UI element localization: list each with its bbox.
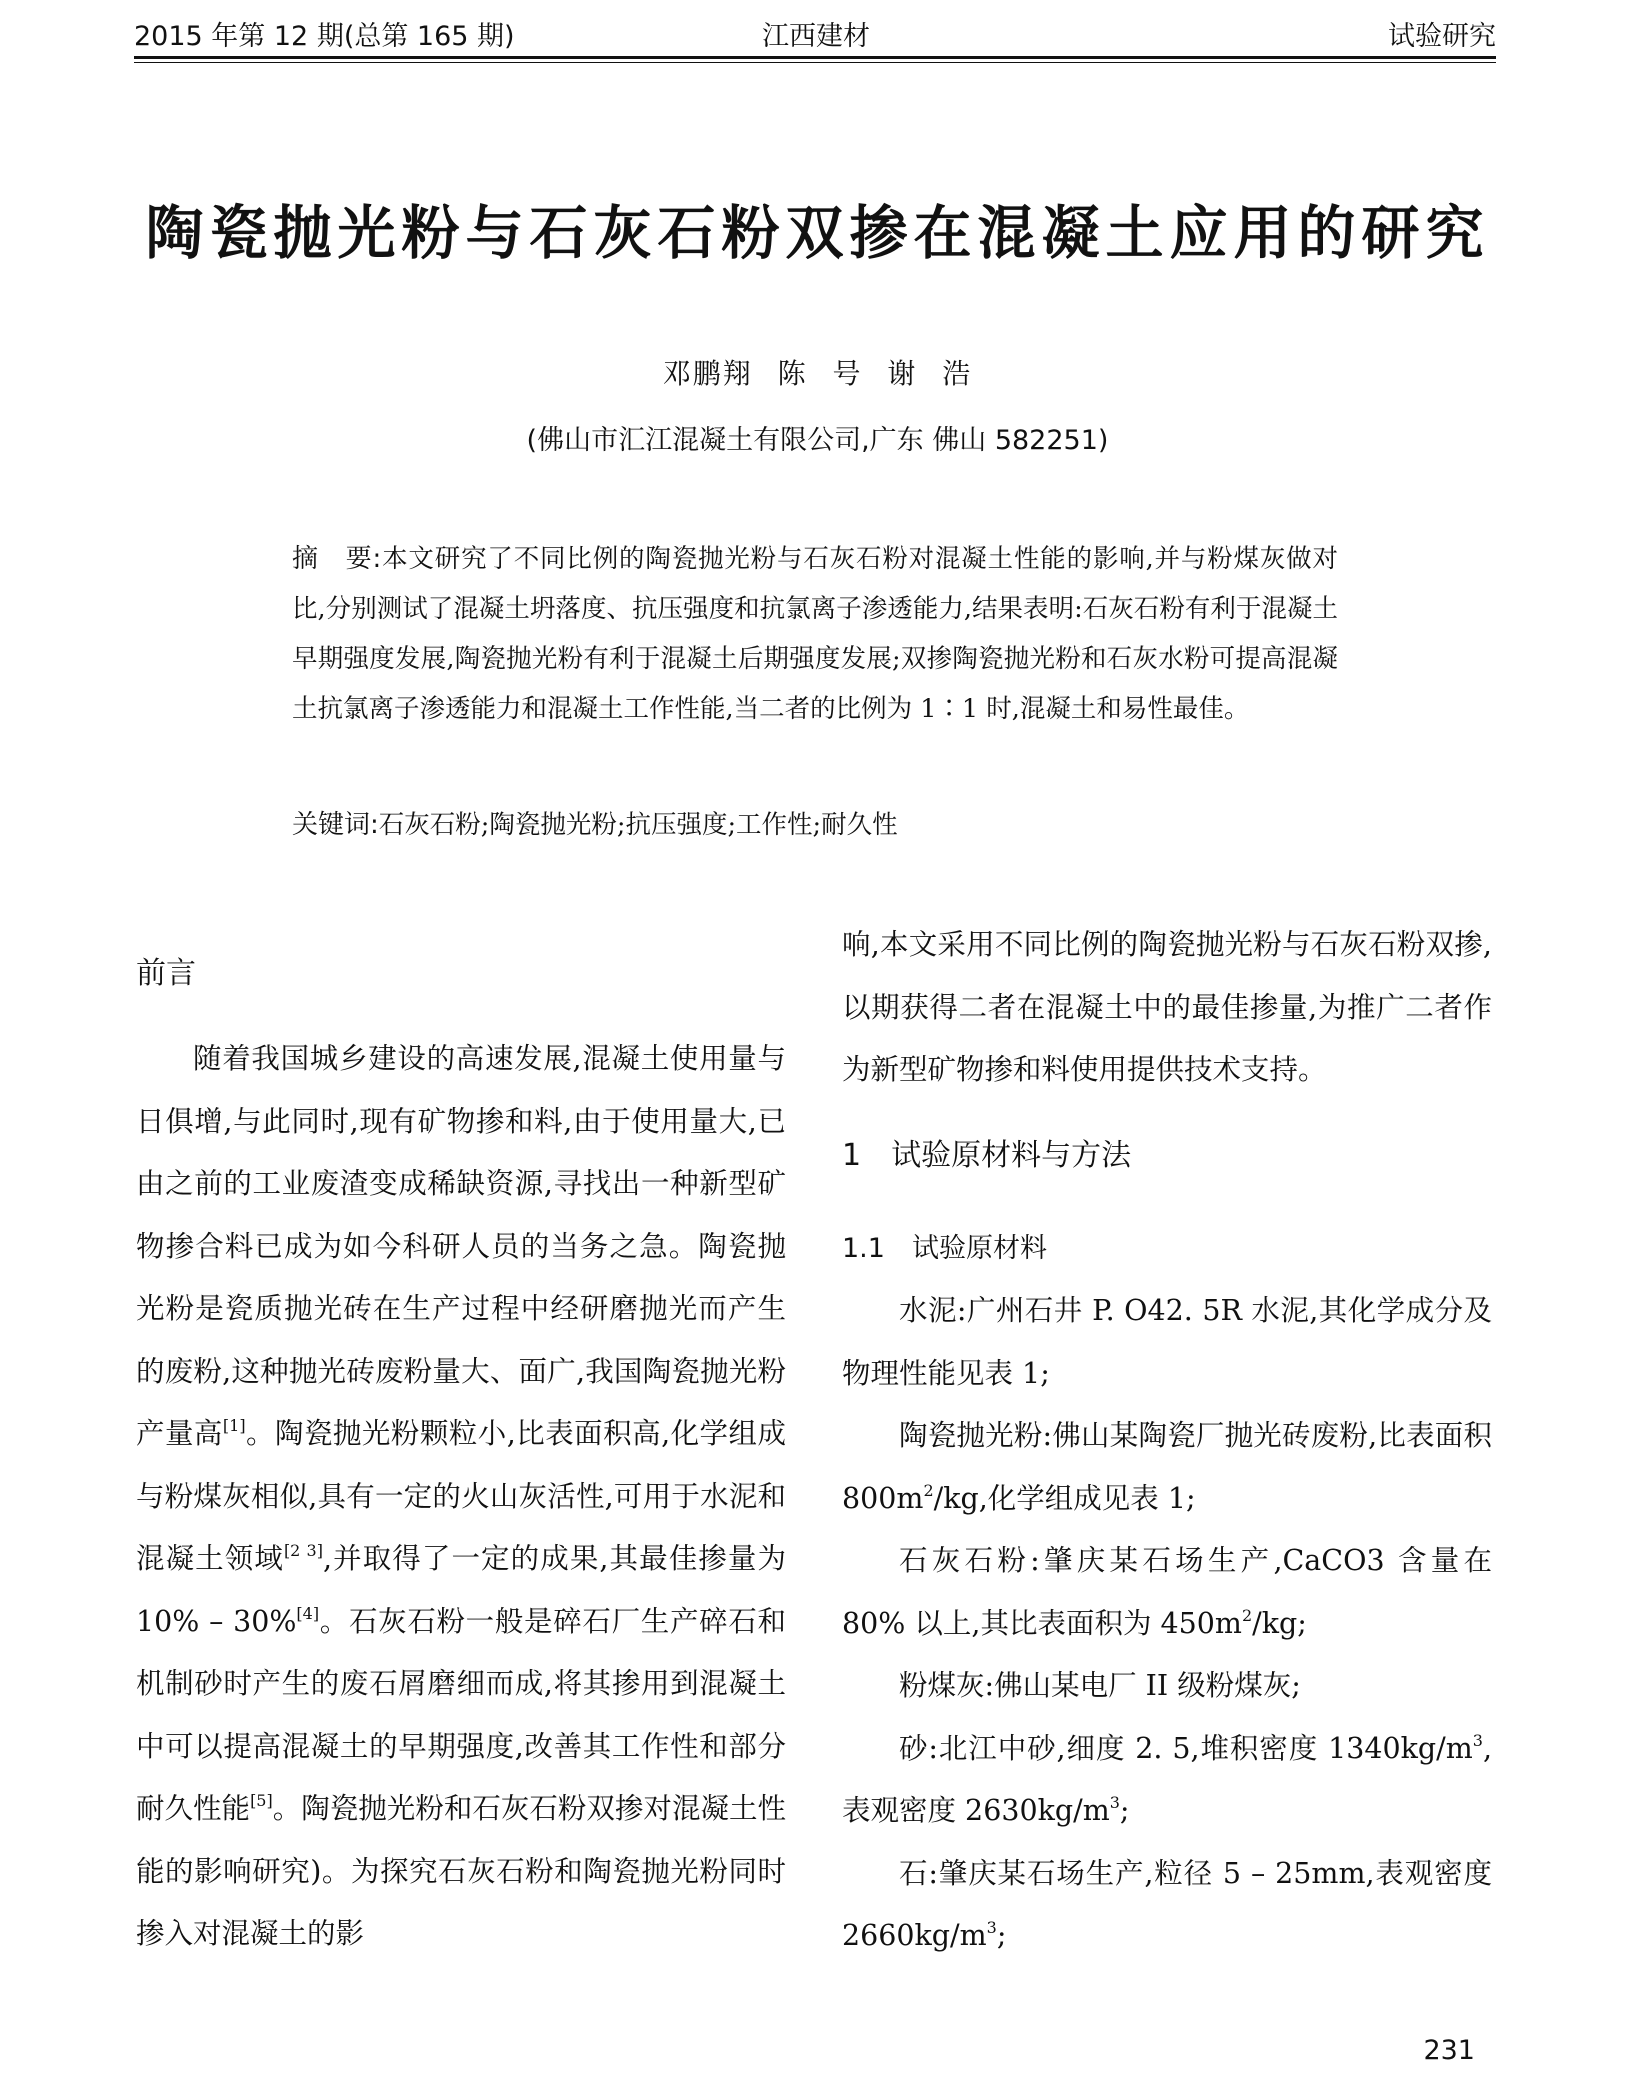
header-journal: 江西建材 (762, 21, 870, 52)
abstract (292, 534, 1338, 734)
preface-paragraph (136, 1028, 786, 1966)
left-column (136, 1028, 786, 1966)
section-1-1-heading: 1.1 试验原材料 (842, 1233, 1047, 1264)
affiliation: (佛山市汇江混凝土有限公司,广东 佛山 582251) (526, 425, 1109, 456)
preface-text-c: ,并取得了一定的成果,其最佳掺量为 10% – 30% (136, 1542, 786, 1638)
citation-4: [5] (250, 1791, 273, 1810)
limestone-text-b: /kg; (1252, 1606, 1307, 1640)
abstract-label: 摘 要: (292, 544, 382, 574)
sand-sup-1: 3 (1472, 1730, 1483, 1750)
material-limestone-powder (842, 1530, 1492, 1655)
sand-text-b: ,表观密度 2630kg/m (842, 1731, 1492, 1827)
page-number: 231 (1423, 2035, 1475, 2066)
keywords-label: 关键词: (292, 810, 379, 840)
right-column-continuation (842, 914, 1492, 1102)
material-stone (842, 1843, 1492, 1968)
preface-heading: 前言 (136, 956, 196, 991)
keywords-text: 石灰石粉;陶瓷抛光粉;抗压强度;工作性;耐久性 (378, 810, 898, 840)
stone-text-b: ; (996, 1919, 1007, 1952)
paper-title: 陶瓷抛光粉与石灰石粉双掺在混凝土应用的研究 (145, 199, 1490, 267)
header-rule (134, 56, 1496, 59)
stone-text-a: 石:肇庆某石场生产,粒径 5 – 25mm,表观密度 2660kg/m (842, 1856, 1492, 1952)
preface-text-e: 。陶瓷抛光粉和石灰石粉双掺对混凝土性能的影响研究)。为探究石灰石粉和陶瓷抛光粉同时掺入对混凝土的影 (136, 1792, 786, 1950)
ceramic-text-b: /kg,化学组成见表 1; (933, 1481, 1196, 1515)
material-sand (842, 1718, 1492, 1843)
ceramic-sup: 2 (923, 1480, 934, 1500)
citation-3: [4] (296, 1603, 320, 1623)
sand-text-c: ; (1119, 1794, 1130, 1827)
keywords (292, 800, 1338, 850)
preface-continuation: 响,本文采用不同比例的陶瓷抛光粉与石灰石粉双掺,以期获得二者在混凝土中的最佳掺量,为推广二者作为新型矿物掺和料使用提供技术支持。 (842, 928, 1492, 1086)
citation-1: [1] (222, 1416, 246, 1435)
materials-list (842, 1280, 1492, 1968)
section-1-heading: 1 试验原材料与方法 (842, 1138, 1132, 1173)
header-issue: 2015 年第 12 期(总第 165 期) (134, 21, 515, 52)
header-section: 试验研究 (1388, 21, 1496, 52)
citation-2: [2 3] (283, 1541, 323, 1560)
abstract-text: 本文研究了不同比例的陶瓷抛光粉与石灰石粉对混凝土性能的影响,并与粉煤灰做对比,分别测试了混凝土坍落度、抗压强度和抗氯离子渗透能力,结果表明:石灰石粉有利于混凝土早期强度发展,陶瓷抛光粉有利于混凝土后期强度发展;双掺陶瓷抛光粉和石灰水粉可提高混凝土抗氯离子渗透能力和混凝土工作性能,当二者的比例为 1∶1 时,混凝土和易性最佳。 (292, 544, 1338, 724)
limestone-text-a: 石灰石粉:肇庆某石场生产,CaCO3 含量在 80% 以上,其比表面积为 450m (842, 1544, 1492, 1640)
preface-text-b: 。陶瓷抛光粉颗粒小,比表面积高,化学组成与粉煤灰相似,具有一定的火山灰活性,可用于水泥和混凝土领域 (136, 1417, 786, 1575)
stone-sup: 3 (986, 1918, 997, 1937)
sand-text-a: 砂:北江中砂,细度 2. 5,堆积密度 1340kg/m (899, 1731, 1473, 1765)
header-rule-thin (134, 62, 1496, 63)
authors: 邓鹏翔 陈 号 谢 浩 (662, 357, 973, 390)
preface-text-d: 。石灰石粉一般是碎石厂生产碎石和机制砂时产生的废石屑磨细而成,将其掺用到混凝土中可以提高混凝土的早期强度,改善其工作性和部分耐久性能 (136, 1604, 786, 1825)
limestone-sup: 2 (1241, 1605, 1253, 1625)
material-cement: 水泥:广州石井 P. O42. 5R 水泥,其化学成分及物理性能见表 1; (842, 1294, 1492, 1390)
sand-sup-2: 3 (1109, 1793, 1120, 1812)
material-ceramic-powder (842, 1405, 1492, 1530)
ceramic-text-a: 陶瓷抛光粉:佛山某陶瓷厂抛光砖废粉,比表面积 800m (842, 1419, 1492, 1515)
material-fly-ash: 粉煤灰:佛山某电厂 II 级粉煤灰; (899, 1669, 1301, 1702)
preface-text-a: 随着我国城乡建设的高速发展,混凝土使用量与日俱增,与此同时,现有矿物掺和料,由于使用量大,已由之前的工业废渣变成稀缺资源,寻找出一种新型矿物掺合料已成为如今科研人员的当务之急。陶瓷抛光粉是瓷质抛光砖在生产过程中经研磨抛光而产生的废粉,这种抛光砖废粉量大、面广,我国陶瓷抛光粉产量高 (136, 1042, 786, 1450)
